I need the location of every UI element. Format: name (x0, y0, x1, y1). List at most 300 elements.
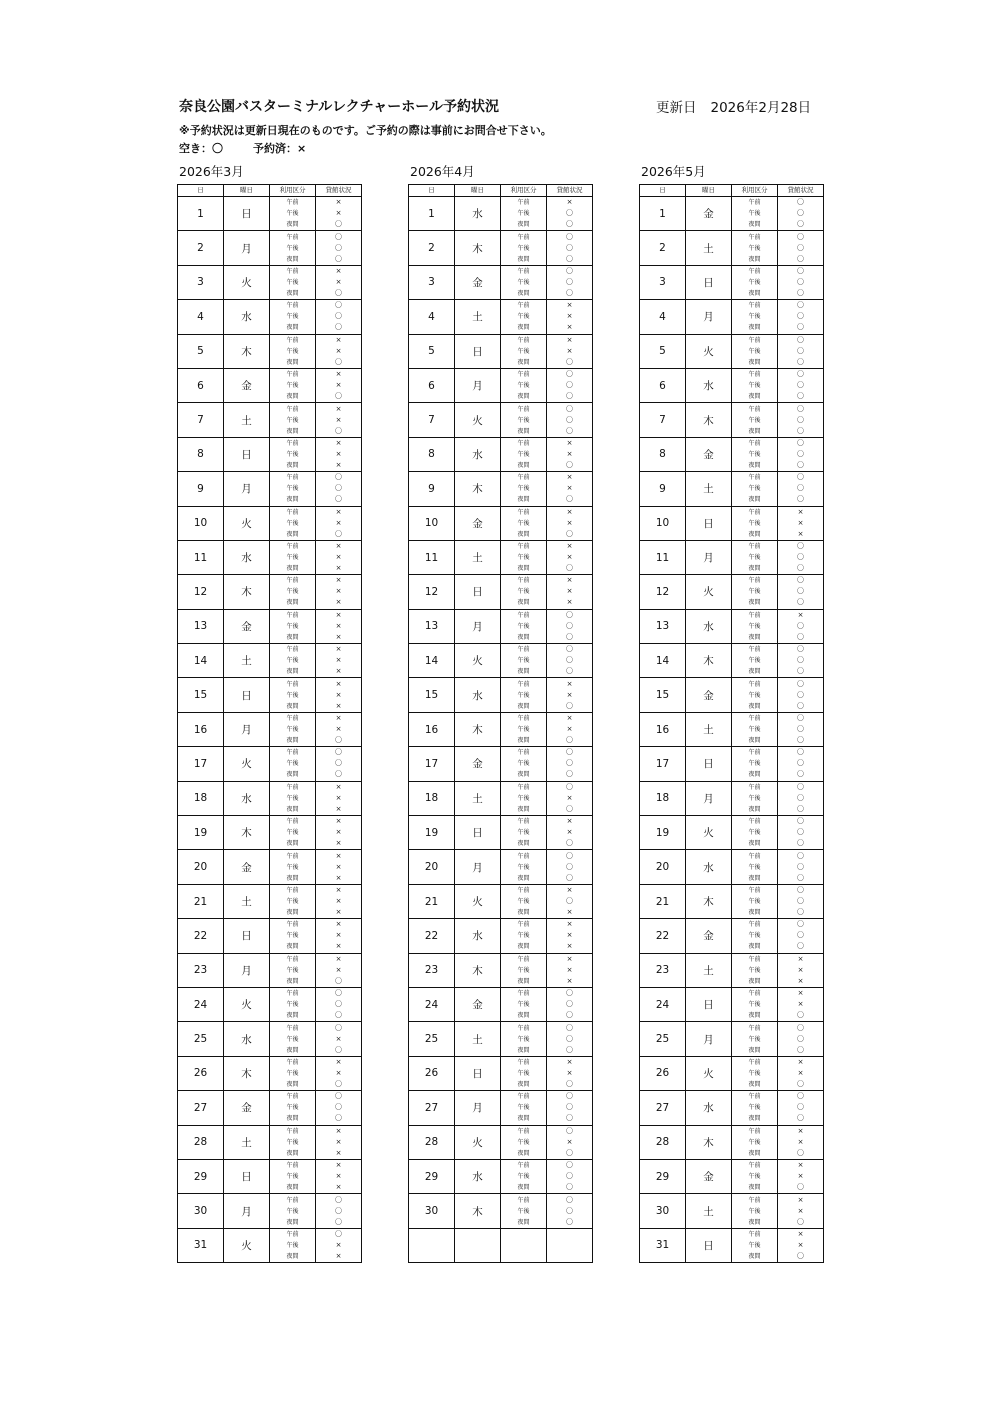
legend-available: 空き：〇 (179, 142, 223, 155)
status-mark: 〇 (566, 610, 573, 619)
weekday-cell: 日 (224, 919, 270, 953)
status-mark: 〇 (566, 1183, 573, 1192)
status-mark: 〇 (566, 632, 573, 641)
day-cell: 9 (640, 472, 686, 506)
status-cell (778, 300, 824, 334)
day-cell: 17 (409, 747, 455, 781)
table-row (640, 540, 824, 574)
table-row (409, 540, 593, 574)
category-cell (270, 644, 316, 678)
weekday-cell: 火 (686, 816, 732, 850)
period-label: 夜間 (517, 1115, 530, 1123)
category-cell (732, 850, 778, 884)
status-mark: × (566, 598, 573, 607)
category-cell (270, 1091, 316, 1125)
status-cell (316, 368, 362, 402)
category-cell (270, 231, 316, 265)
day-cell: 26 (640, 1056, 686, 1090)
status-mark: 〇 (335, 976, 342, 985)
status-mark: 〇 (566, 1034, 573, 1043)
status-cell (547, 1194, 593, 1228)
weekday-cell: 水 (224, 1022, 270, 1056)
status-cell (778, 1159, 824, 1193)
table-row (640, 300, 824, 334)
updated-value: 2026年2月28日 (710, 100, 812, 116)
status-mark: × (335, 656, 342, 665)
period-label: 午後 (517, 794, 530, 802)
period-label: 夜間 (517, 874, 530, 882)
weekday-cell: 水 (455, 437, 501, 471)
status-cell (316, 1194, 362, 1228)
status-mark: × (335, 690, 342, 699)
table-row (640, 850, 824, 884)
period-label: 夜間 (748, 530, 761, 538)
table-row (178, 987, 362, 1021)
weekday-cell: 水 (455, 1159, 501, 1193)
status-mark: 〇 (335, 1023, 342, 1032)
day-cell: 5 (409, 334, 455, 368)
status-mark: 〇 (797, 770, 804, 779)
status-cell (547, 781, 593, 815)
period-label: 夜間 (517, 1218, 530, 1226)
period-label: 夜間 (748, 771, 761, 779)
day-cell: 18 (640, 781, 686, 815)
period-label: 午後 (286, 691, 299, 699)
period-label: 午前 (748, 336, 761, 344)
status-cell (547, 1056, 593, 1090)
table-row (640, 1022, 824, 1056)
period-label: 午前 (517, 921, 530, 929)
day-cell: 6 (178, 368, 224, 402)
status-mark: × (797, 1126, 804, 1135)
status-mark: × (335, 817, 342, 826)
status-mark: 〇 (335, 748, 342, 757)
status-cell (316, 953, 362, 987)
status-cell (778, 953, 824, 987)
category-cell (501, 678, 547, 712)
weekday-cell: 火 (455, 884, 501, 918)
status-mark: 〇 (797, 817, 804, 826)
period-label: 午前 (517, 680, 530, 688)
period-label: 夜間 (517, 977, 530, 985)
status-cell (547, 987, 593, 1021)
category-cell (270, 953, 316, 987)
period-label: 午後 (517, 210, 530, 218)
status-mark: 〇 (797, 473, 804, 482)
period-label: 夜間 (286, 1080, 299, 1088)
status-cell (778, 609, 824, 643)
day-cell: 8 (178, 437, 224, 471)
status-mark: × (335, 415, 342, 424)
weekday-cell: 火 (455, 644, 501, 678)
weekday-cell: 火 (224, 987, 270, 1021)
day-cell: 25 (409, 1022, 455, 1056)
day-cell: 19 (409, 816, 455, 850)
status-mark: × (335, 873, 342, 882)
period-label: 夜間 (748, 805, 761, 813)
status-mark: 〇 (566, 897, 573, 905)
status-mark: 〇 (566, 404, 573, 413)
category-cell (270, 1125, 316, 1159)
status-mark: 〇 (797, 897, 804, 905)
period-label: 午前 (286, 199, 299, 207)
category-cell (501, 231, 547, 265)
status-mark: × (335, 1057, 342, 1066)
status-mark: 〇 (566, 370, 573, 379)
period-label: 夜間 (517, 427, 530, 435)
period-label: 午前 (517, 405, 530, 413)
period-label: 午後 (286, 588, 299, 596)
status-mark: 〇 (335, 495, 342, 504)
day-cell: 7 (640, 403, 686, 437)
weekday-cell: 金 (224, 368, 270, 402)
table-row (409, 1022, 593, 1056)
table-row (178, 1125, 362, 1159)
updated-date (656, 96, 811, 116)
status-mark: 〇 (797, 254, 804, 263)
category-cell (270, 540, 316, 574)
table-row (640, 368, 824, 402)
table-row (409, 644, 593, 678)
day-cell: 10 (178, 506, 224, 540)
status-mark: 〇 (566, 1079, 573, 1088)
status-cell (547, 368, 593, 402)
table-row (640, 231, 824, 265)
category-cell (732, 953, 778, 987)
period-label: 午後 (517, 1069, 530, 1077)
day-cell: 22 (178, 919, 224, 953)
status-mark: 〇 (566, 1217, 573, 1226)
period-label: 午前 (286, 405, 299, 413)
status-mark: 〇 (335, 1114, 342, 1123)
status-mark: 〇 (797, 862, 804, 871)
period-label: 午後 (286, 519, 299, 527)
weekday-cell: 月 (455, 850, 501, 884)
day-cell: 2 (178, 231, 224, 265)
period-label: 午前 (517, 715, 530, 723)
period-label: 午後 (517, 863, 530, 871)
table-row (640, 1056, 824, 1090)
category-cell (270, 334, 316, 368)
day-cell: 2 (640, 231, 686, 265)
status-mark: × (335, 460, 342, 469)
status-cell (547, 1159, 593, 1193)
day-cell: 24 (409, 987, 455, 1021)
status-cell (778, 712, 824, 746)
period-label: 午後 (748, 382, 761, 390)
status-mark: × (335, 564, 342, 573)
period-label: 午前 (286, 852, 299, 860)
status-cell (547, 850, 593, 884)
day-cell: 29 (178, 1159, 224, 1193)
period-label: 午前 (748, 715, 761, 723)
status-mark: 〇 (797, 415, 804, 424)
category-cell (501, 265, 547, 299)
period-label: 午前 (286, 1127, 299, 1135)
weekday-cell: 日 (455, 1056, 501, 1090)
status-mark: 〇 (566, 1206, 573, 1215)
status-mark: × (335, 587, 342, 596)
status-mark: × (335, 346, 342, 355)
status-mark: 〇 (797, 1092, 804, 1101)
status-mark: × (566, 976, 573, 985)
status-mark: 〇 (797, 277, 804, 286)
status-mark: × (335, 908, 342, 916)
table-row (178, 919, 362, 953)
weekday-cell: 日 (686, 987, 732, 1021)
period-label: 夜間 (517, 393, 530, 401)
weekday-cell: 日 (686, 747, 732, 781)
status-mark: × (566, 576, 573, 585)
status-mark: × (335, 667, 342, 676)
day-cell: 7 (409, 403, 455, 437)
status-mark: 〇 (797, 323, 804, 332)
day-cell: 21 (409, 884, 455, 918)
header-weekday: 曜日 (224, 185, 270, 197)
weekday-cell: 金 (686, 1159, 732, 1193)
status-mark: 〇 (566, 381, 573, 390)
period-label: 午前 (748, 233, 761, 241)
period-label: 午後 (748, 1138, 761, 1146)
status-mark: 〇 (797, 1251, 804, 1260)
status-mark: 〇 (566, 1011, 573, 1020)
day-cell: 23 (409, 953, 455, 987)
status-mark: × (566, 908, 573, 916)
period-label: 午前 (286, 371, 299, 379)
day-cell: 10 (640, 506, 686, 540)
period-label: 夜間 (748, 565, 761, 573)
table-row (178, 1228, 362, 1262)
weekday-cell: 金 (686, 197, 732, 231)
period-label: 午前 (286, 336, 299, 344)
status-mark: × (566, 954, 573, 963)
period-label: 夜間 (517, 599, 530, 607)
status-mark: × (797, 518, 804, 527)
day-cell: 27 (178, 1091, 224, 1125)
period-label: 夜間 (286, 977, 299, 985)
period-label: 午後 (517, 1173, 530, 1181)
status-mark: 〇 (566, 426, 573, 435)
status-mark: 〇 (797, 495, 804, 504)
table-row (409, 953, 593, 987)
status-mark: 〇 (797, 851, 804, 860)
table-row (640, 781, 824, 815)
day-cell: 28 (409, 1125, 455, 1159)
status-mark: × (566, 942, 573, 951)
period-label: 午後 (517, 726, 530, 734)
period-label: 夜間 (286, 1115, 299, 1123)
day-cell: 12 (178, 575, 224, 609)
status-mark: 〇 (797, 553, 804, 562)
status-mark: 〇 (335, 989, 342, 998)
status-mark: 〇 (335, 1000, 342, 1009)
status-mark: × (566, 323, 573, 332)
period-label: 午後 (748, 278, 761, 286)
period-label: 夜間 (286, 737, 299, 745)
status-cell (778, 437, 824, 471)
status-mark: 〇 (797, 460, 804, 469)
day-cell: 16 (409, 712, 455, 746)
period-label: 午前 (748, 405, 761, 413)
weekday-cell: 日 (224, 678, 270, 712)
weekday-cell: 木 (455, 472, 501, 506)
status-mark: × (797, 976, 804, 985)
status-mark: 〇 (566, 1195, 573, 1204)
status-cell (547, 644, 593, 678)
table-row (409, 919, 593, 953)
period-label: 午前 (517, 783, 530, 791)
table-row (178, 781, 362, 815)
period-label: 午前 (517, 852, 530, 860)
status-cell (316, 747, 362, 781)
period-label: 夜間 (286, 943, 299, 951)
table-row (640, 1125, 824, 1159)
status-mark: 〇 (335, 1045, 342, 1054)
status-mark: 〇 (566, 1023, 573, 1032)
day-cell: 30 (178, 1194, 224, 1228)
category-cell (270, 816, 316, 850)
period-label: 夜間 (748, 1115, 761, 1123)
status-mark: 〇 (566, 621, 573, 630)
header-weekday: 曜日 (455, 185, 501, 197)
day-cell: 16 (178, 712, 224, 746)
status-mark: × (566, 507, 573, 516)
day-cell: 30 (640, 1194, 686, 1228)
status-cell (547, 403, 593, 437)
status-mark: × (566, 438, 573, 447)
period-label: 夜間 (517, 461, 530, 469)
table-row (409, 609, 593, 643)
status-mark: × (566, 886, 573, 894)
table-row (409, 816, 593, 850)
status-mark: 〇 (566, 1126, 573, 1135)
status-cell (316, 231, 362, 265)
status-mark: 〇 (335, 1229, 342, 1238)
status-mark: 〇 (335, 1217, 342, 1226)
period-label: 午後 (748, 898, 761, 905)
table-row (640, 1228, 824, 1262)
period-label: 午後 (748, 519, 761, 527)
table-row (409, 747, 593, 781)
status-mark: × (335, 266, 342, 275)
status-mark: × (566, 793, 573, 802)
period-label: 午前 (517, 646, 530, 654)
table-row (178, 334, 362, 368)
category-cell (732, 678, 778, 712)
weekday-cell: 金 (224, 850, 270, 884)
period-label: 午後 (286, 554, 299, 562)
status-mark: 〇 (566, 1114, 573, 1123)
status-mark: × (335, 942, 342, 951)
status-mark: 〇 (797, 301, 804, 310)
weekday-cell: 日 (224, 1159, 270, 1193)
period-label: 午後 (286, 1138, 299, 1146)
status-cell (316, 472, 362, 506)
category-cell (501, 1228, 547, 1262)
status-mark: 〇 (566, 645, 573, 654)
weekday-cell: 木 (455, 712, 501, 746)
period-label: 夜間 (286, 565, 299, 573)
category-cell (501, 747, 547, 781)
status-cell (547, 197, 593, 231)
table-row (178, 575, 362, 609)
status-mark: 〇 (566, 495, 573, 504)
table-row (640, 712, 824, 746)
category-cell (270, 1194, 316, 1228)
day-cell: 1 (409, 197, 455, 231)
weekday-cell: 月 (686, 781, 732, 815)
table-row (409, 334, 593, 368)
status-mark: × (335, 1034, 342, 1043)
period-label: 夜間 (517, 771, 530, 779)
status-mark: 〇 (797, 404, 804, 413)
period-label: 夜間 (517, 496, 530, 504)
period-label: 午後 (517, 554, 530, 562)
table-row (409, 1125, 593, 1159)
status-mark: × (797, 965, 804, 974)
period-label: 夜間 (517, 805, 530, 813)
day-cell: 20 (409, 850, 455, 884)
category-cell (501, 884, 547, 918)
period-label: 夜間 (748, 1080, 761, 1088)
status-mark: 〇 (797, 1103, 804, 1112)
category-cell (270, 850, 316, 884)
period-label: 午前 (286, 267, 299, 275)
status-mark: 〇 (797, 288, 804, 297)
category-cell (501, 1022, 547, 1056)
status-cell (778, 987, 824, 1021)
period-label: 夜間 (748, 1252, 761, 1260)
status-mark: × (566, 473, 573, 482)
category-cell (501, 472, 547, 506)
status-mark: 〇 (797, 725, 804, 734)
period-label: 夜間 (748, 874, 761, 882)
category-cell (501, 1159, 547, 1193)
period-label: 夜間 (517, 909, 530, 916)
status-cell (778, 368, 824, 402)
weekday-cell: 火 (455, 1125, 501, 1159)
category-cell (732, 300, 778, 334)
weekday-cell: 土 (455, 540, 501, 574)
status-mark: 〇 (566, 851, 573, 860)
status-mark: 〇 (797, 438, 804, 447)
period-label: 午前 (748, 646, 761, 654)
day-cell: 14 (178, 644, 224, 678)
period-label: 午後 (748, 485, 761, 493)
category-cell (501, 816, 547, 850)
header-status: 貸館状況 (778, 185, 824, 197)
period-label: 午前 (286, 990, 299, 998)
status-mark: 〇 (566, 782, 573, 791)
status-mark: 〇 (797, 873, 804, 882)
day-cell: 3 (178, 265, 224, 299)
status-mark: 〇 (566, 392, 573, 401)
status-mark: × (566, 1068, 573, 1077)
status-mark: 〇 (566, 1045, 573, 1054)
category-cell (501, 1194, 547, 1228)
period-label: 午前 (286, 783, 299, 791)
period-label: 午前 (286, 474, 299, 482)
period-label: 夜間 (517, 1046, 530, 1054)
table-row (178, 1022, 362, 1056)
weekday-cell: 月 (224, 953, 270, 987)
period-label: 午前 (517, 371, 530, 379)
category-cell (501, 1056, 547, 1090)
status-mark: 〇 (566, 770, 573, 779)
period-label: 午前 (286, 715, 299, 723)
status-mark: × (797, 1240, 804, 1249)
period-label: 午前 (748, 1196, 761, 1204)
